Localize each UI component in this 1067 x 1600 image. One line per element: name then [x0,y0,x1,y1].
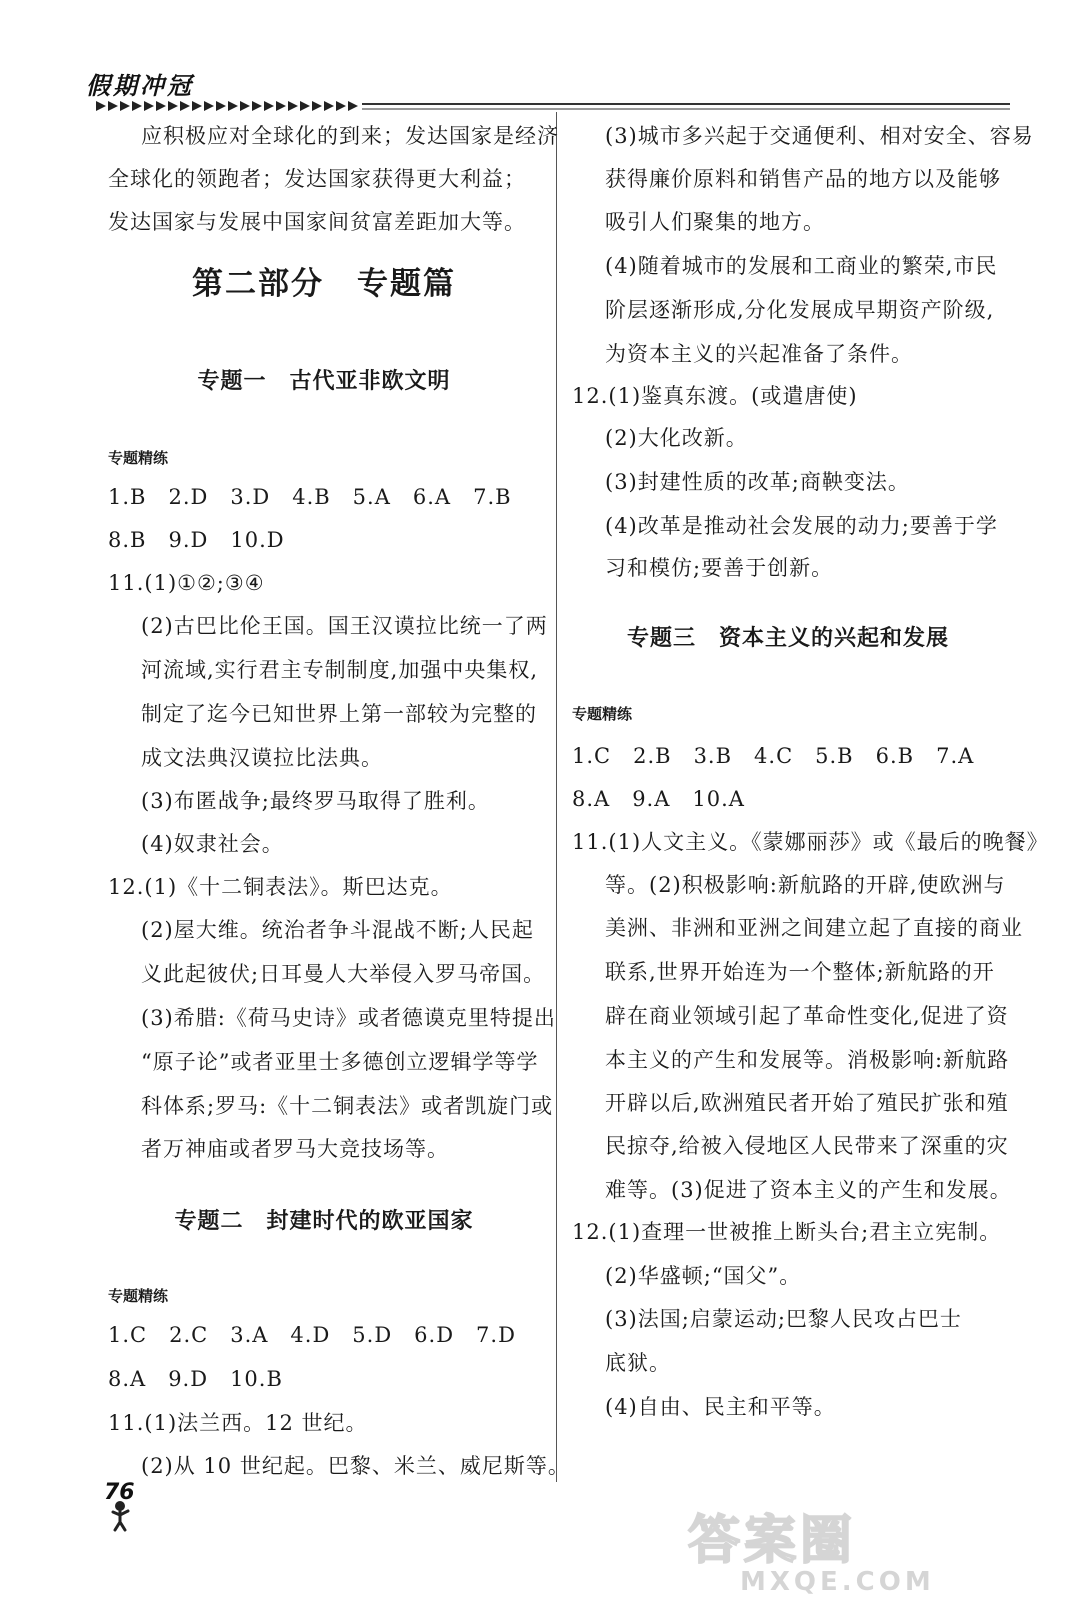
answer-line: 义此起彼伏;日耳曼人大举侵入罗马帝国。 [141,962,546,986]
answer-line: (3)布匿战争;最终罗马取得了胜利。 [141,789,490,813]
answer-line: 获得廉价原料和销售产品的地方以及能够 [605,167,1001,191]
answer-line: 者万神庙或者罗马大竞技场等。 [141,1137,449,1161]
section-label: 专题精练 [108,1287,169,1305]
answer-line: (2)从 10 世纪起。巴黎、米兰、威尼斯等。 [141,1454,570,1478]
answer-line: 11.(1)①②;③④ [108,571,265,595]
answer-line: (3)城市多兴起于交通便利、相对安全、容易 [605,124,1034,148]
answer-line: 1.B 2.D 3.D 4.B 5.A 6.A 7.B [108,485,512,509]
answer-line: (4)自由、民主和平等。 [605,1395,836,1419]
answer-line: 开辟以后,欧洲殖民者开始了殖民扩张和殖 [605,1091,1009,1115]
answer-line: 8.A 9.D 10.B [108,1367,283,1391]
answer-line: (2)古巴比伦王国。国王汉谟拉比统一了两 [141,614,548,638]
answer-line: 科体系;罗马:《十二铜表法》或者凯旋门或 [141,1094,554,1118]
answer-line: 本主义的产生和发展等。消极影响:新航路 [605,1048,1010,1072]
answer-line: (2)大化改新。 [605,426,748,450]
answer-line: 联系,世界开始连为一个整体;新航路的开 [605,960,995,984]
answer-line: 等。(2)积极影响:新航路的开辟,使欧洲与 [605,873,1006,897]
answer-line: 12.(1)《十二铜表法》。斯巴达克。 [108,875,453,899]
answer-line: 11.(1)人文主义。《蒙娜丽莎》或《最后的晚餐》 [572,830,1049,854]
topic-title: 专题二 封建时代的欧亚国家 [174,1209,474,1234]
answer-line: 8.B 9.D 10.D [108,528,285,552]
answer-line: (2)屋大维。统治者争斗混战不断;人民起 [141,918,534,942]
answer-line: 美洲、非洲和亚洲之间建立起了直接的商业 [605,916,1023,940]
topic-title: 专题三 资本主义的兴起和发展 [626,626,949,651]
answer-line: (3)法国;启蒙运动;巴黎人民攻占巴士 [605,1307,962,1331]
answer-line: (3)封建性质的改革;商鞅变法。 [605,470,910,494]
section-label: 专题精练 [108,449,169,467]
answer-line: 阶层逐渐形成,分化发展成早期资产阶级, [605,298,995,322]
answer-line: (4)随着城市的发展和工商业的繁荣,市民 [605,254,998,278]
answer-line: 民掠夺,给被入侵地区人民带来了深重的灾 [605,1134,1009,1158]
answer-line: “原子论”或者亚里士多德创立逻辑学等学 [141,1050,539,1074]
answer-line: 辟在商业领域引起了革命性变化,促进了资 [605,1004,1009,1028]
answer-line: 难等。(3)促进了资本主义的产生和发展。 [605,1178,1012,1202]
section-label: 专题精练 [572,705,633,723]
answer-line: 1.C 2.C 3.A 4.D 5.D 6.D 7.D [108,1323,516,1347]
answer-line: 底狱。 [605,1351,671,1375]
answer-line: (4)奴隶社会。 [141,832,284,856]
answer-line: 1.C 2.B 3.B 4.C 5.B 6.B 7.A [572,744,975,768]
part-title: 第二部分 专题篇 [192,266,456,302]
header-decorative-rule [96,98,1010,114]
column-divider [556,112,557,1482]
header-title: 假期冲冠 [86,72,194,100]
text-line: 应积极应对全球化的到来；发达国家是经济 [141,124,559,148]
answer-line: 河流域,实行君主专制制度,加强中央集权, [141,658,539,682]
page-number: 76 [104,1480,135,1505]
answer-line: (2)华盛顿;“国父”。 [605,1264,802,1288]
answer-line: 成文法典汉谟拉比法典。 [141,746,383,770]
watermark-logo [680,1508,1050,1594]
watermark-url: MXQE.COM [740,1567,935,1594]
answer-line: 吸引人们聚集的地方。 [605,210,825,234]
answer-line: 8.A 9.A 10.A [572,787,745,811]
answer-line: 12.(1)鉴真东渡。(或遣唐使) [572,384,858,408]
answer-line: 为资本主义的兴起准备了条件。 [605,342,913,366]
watermark-chars: 答案圈 [688,1511,857,1571]
answer-line: 12.(1)查理一世被推上断头台;君主立宪制。 [572,1220,1002,1244]
answer-line: (3)希腊:《荷马史诗》或者德谟克里特提出 [141,1006,556,1030]
text-line: 发达国家与发展中国家间贫富差距加大等。 [108,210,526,234]
text-line: 全球化的领跑者；发达国家获得更大利益； [108,167,526,191]
answer-line: 制定了迄今已知世界上第一部较为完整的 [141,702,537,726]
topic-title: 专题一 古代亚非欧文明 [197,369,451,394]
answer-line: 11.(1)法兰西。12 世纪。 [108,1411,368,1435]
answer-line: 习和模仿;要善于创新。 [605,556,834,580]
answer-line: (4)改革是推动社会发展的动力;要善于学 [605,514,998,538]
